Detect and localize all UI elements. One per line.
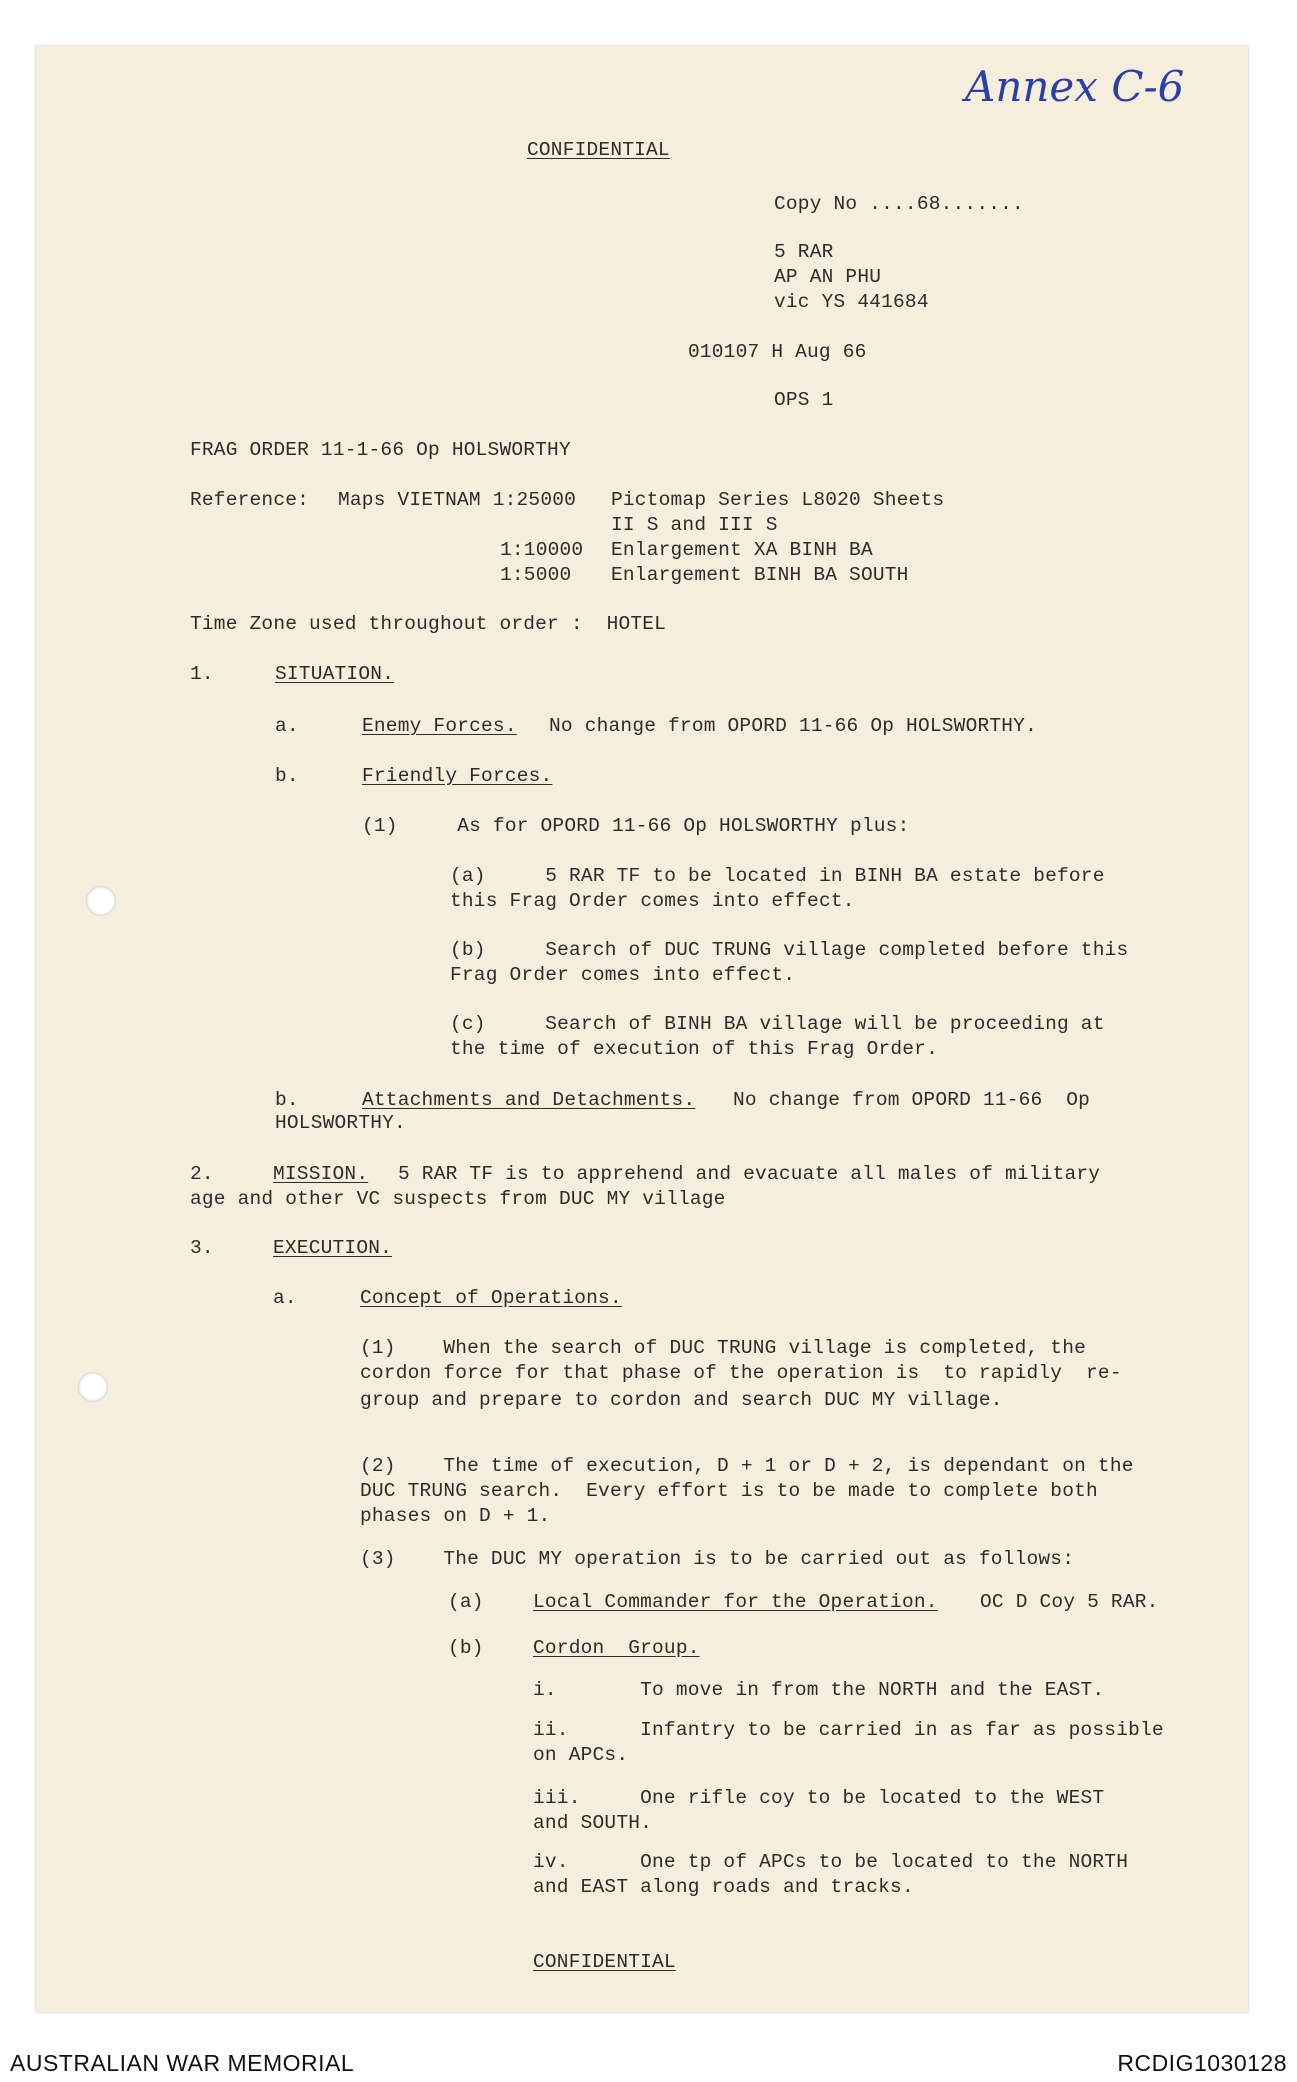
section-1a-text: No change from OPORD 11-66 Op HOLSWORTHY.	[549, 715, 1037, 737]
section-3a-3a-text: OC D Coy 5 RAR.	[980, 1591, 1159, 1613]
section-3a-1-line-1: (1) When the search of DUC TRUNG village is completed, the	[360, 1337, 1087, 1359]
classification-bottom: CONFIDENTIAL	[533, 1951, 676, 1973]
section-3a-2-line-1: (2) The time of execution, D + 1 or D + 2, is dependant on the	[360, 1455, 1134, 1477]
section-2-title: MISSION.	[273, 1163, 369, 1185]
section-1b-1b-line-2: Frag Order comes into effect.	[450, 964, 796, 986]
section-1b-1: (1) As for OPORD 11-66 Op HOLSWORTHY plus:	[362, 815, 910, 837]
section-3a-3: (3) The DUC MY operation is to be carried out as follows:	[360, 1548, 1075, 1570]
section-1c-title: Attachments and Detachments.	[362, 1089, 696, 1111]
cordon-item-iv-line-2: and EAST along roads and tracks.	[533, 1876, 914, 1898]
ops-number: OPS 1	[774, 389, 834, 411]
cordon-item-iii-line-2: and SOUTH.	[533, 1812, 653, 1834]
section-1b-1c-line-2: the time of execution of this Frag Order.	[450, 1038, 938, 1060]
section-1b-1a-line-2: this Frag Order comes into effect.	[450, 890, 855, 912]
punch-hole-top	[86, 886, 116, 916]
section-1-number: 1.	[190, 663, 214, 685]
cordon-item-ii-line-2: on APCs.	[533, 1744, 629, 1766]
unit: 5 RAR	[774, 241, 834, 263]
section-3-title: EXECUTION.	[273, 1237, 393, 1259]
section-1c-text: No change from OPORD 11-66 Op	[733, 1089, 1091, 1111]
cordon-item-ii-line-1: ii. Infantry to be carried in as far as possible	[533, 1719, 1164, 1741]
order-title: FRAG ORDER 11-1-66 Op HOLSWORTHY	[190, 439, 571, 461]
reference-label: Reference:	[190, 489, 310, 511]
section-3a-number: a.	[273, 1287, 297, 1309]
handwritten-annex-label: Annex C-6	[965, 62, 1185, 111]
section-1a-title: Enemy Forces.	[362, 715, 517, 737]
section-1c-number: b.	[275, 1089, 299, 1111]
reference-line-4: Enlargement BINH BA SOUTH	[611, 564, 909, 586]
section-3a-3a-number: (a)	[448, 1591, 484, 1613]
cordon-item-iii-line-1: iii. One rifle coy to be located to the WEST	[533, 1787, 1105, 1809]
section-1b-title: Friendly Forces.	[362, 765, 553, 787]
reference-scale-2: 1:10000	[500, 539, 584, 561]
reference-line-1: Pictomap Series L8020 Sheets	[611, 489, 945, 511]
footer-institution: AUSTRALIAN WAR MEMORIAL	[10, 2050, 355, 2076]
section-3-number: 3.	[190, 1237, 214, 1259]
cordon-item-iv-line-1: iv. One tp of APCs to be located to the NORTH	[533, 1851, 1129, 1873]
section-2-number: 2.	[190, 1163, 214, 1185]
section-1-title: SITUATION.	[275, 663, 395, 685]
date-time-group: 010107 H Aug 66	[688, 341, 867, 363]
punch-hole-bottom	[78, 1372, 108, 1402]
section-2-text: 5 RAR TF is to apprehend and evacuate all males of military	[398, 1163, 1101, 1185]
classification-top: CONFIDENTIAL	[527, 139, 670, 161]
section-3a-2-line-3: phases on D + 1.	[360, 1505, 551, 1527]
section-1b-1b-line-1: (b) Search of DUC TRUNG village completed before this	[450, 939, 1129, 961]
section-1c-text-2: HOLSWORTHY.	[275, 1112, 406, 1134]
cordon-item-i: i. To move in from the NORTH and the EAST.	[533, 1679, 1105, 1701]
copy-number: Copy No ....68.......	[774, 193, 1024, 215]
section-1b-1c-line-1: (c) Search of BINH BA village will be proceeding at	[450, 1013, 1105, 1035]
reference-maps: Maps VIETNAM 1:25000	[338, 489, 577, 511]
section-3a-1-line-3: group and prepare to cordon and search DUC MY village.	[360, 1389, 1003, 1411]
section-3a-3a-title: Local Commander for the Operation.	[533, 1591, 938, 1613]
section-3a-title: Concept of Operations.	[360, 1287, 622, 1309]
section-3a-3b-title: Cordon Group.	[533, 1637, 700, 1659]
time-zone: Time Zone used throughout order : HOTEL	[190, 613, 667, 635]
section-3a-1-line-2: cordon force for that phase of the operation is to rapidly re-	[360, 1362, 1122, 1384]
reference-line-2: II S and III S	[611, 514, 778, 536]
section-1b-1a-line-1: (a) 5 RAR TF to be located in BINH BA estate before	[450, 865, 1105, 887]
section-1a-number: a.	[275, 715, 299, 737]
section-2-text-2: age and other VC suspects from DUC MY village	[190, 1188, 726, 1210]
section-1b-number: b.	[275, 765, 299, 787]
reference-scale-3: 1:5000	[500, 564, 572, 586]
footer-record-id: RCDIG1030128	[1117, 2050, 1287, 2076]
section-3a-2-line-2: DUC TRUNG search. Every effort is to be made to complete both	[360, 1480, 1098, 1502]
reference-line-3: Enlargement XA BINH BA	[611, 539, 873, 561]
section-3a-3b-number: (b)	[448, 1637, 484, 1659]
grid-reference: vic YS 441684	[774, 291, 929, 313]
location: AP AN PHU	[774, 266, 882, 288]
